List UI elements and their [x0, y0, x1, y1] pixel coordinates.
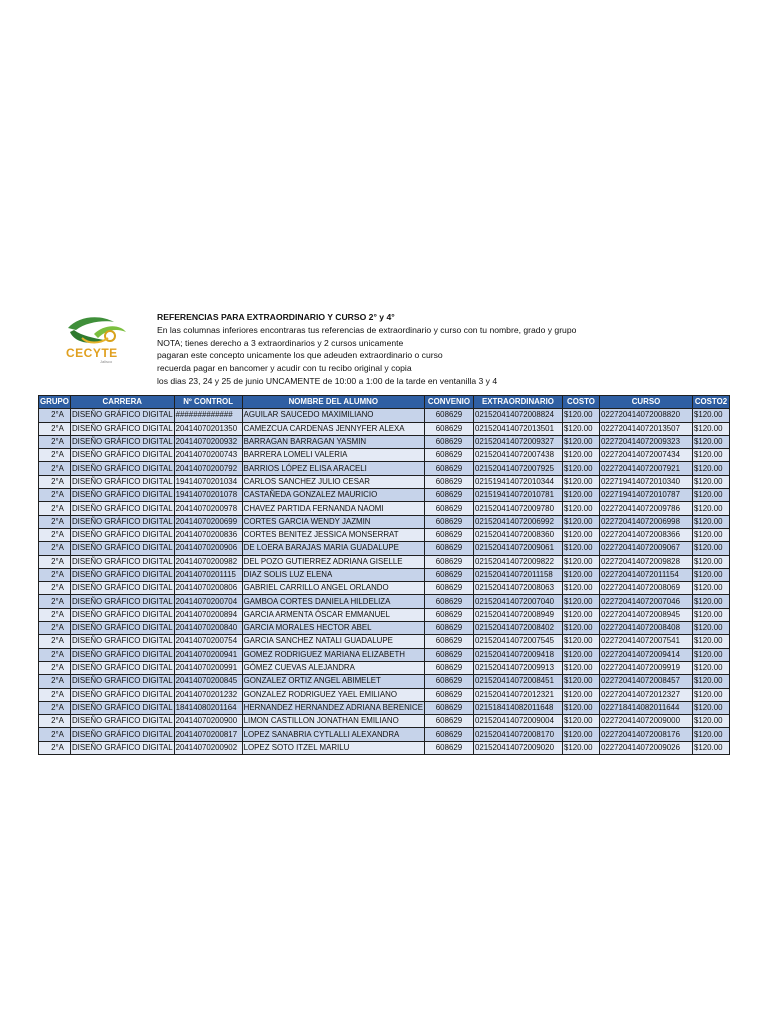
column-header-carrera[interactable]: CARRERA [70, 396, 174, 409]
costo2-cell[interactable]: $120.00 [692, 515, 729, 528]
grupo-cell[interactable]: 2°A [39, 715, 71, 728]
costo-cell[interactable]: $120.00 [562, 688, 599, 701]
grupo-cell[interactable]: 2°A [39, 555, 71, 568]
extraordinario-cell[interactable]: 021520414072009822 [473, 555, 562, 568]
costo-cell[interactable]: $120.00 [562, 462, 599, 475]
costo-cell[interactable]: $120.00 [562, 675, 599, 688]
grupo-cell[interactable]: 2°A [39, 489, 71, 502]
grupo-cell[interactable]: 2°A [39, 635, 71, 648]
carrera-cell[interactable]: DISEÑO GRÁFICO DIGITAL [70, 741, 174, 754]
convenio-cell[interactable]: 608629 [424, 409, 473, 422]
curso-cell[interactable]: 022720414072006998 [599, 515, 692, 528]
control-cell[interactable]: 20414070200894 [174, 608, 242, 621]
carrera-cell[interactable]: DISEÑO GRÁFICO DIGITAL [70, 661, 174, 674]
control-cell[interactable]: 20414070201232 [174, 688, 242, 701]
table-row[interactable] [39, 715, 730, 728]
costo-cell[interactable]: $120.00 [562, 715, 599, 728]
extraordinario-cell[interactable]: 021520414072008360 [473, 528, 562, 541]
grupo-cell[interactable]: 2°A [39, 728, 71, 741]
convenio-cell[interactable]: 608629 [424, 622, 473, 635]
convenio-cell[interactable]: 608629 [424, 741, 473, 754]
carrera-cell[interactable]: DISEÑO GRÁFICO DIGITAL [70, 688, 174, 701]
nombre-cell[interactable]: CASTAÑEDA GONZALEZ MAURICIO [242, 489, 424, 502]
nombre-cell[interactable]: LOPEZ SOTO ITZEL MARILU [242, 741, 424, 754]
control-cell[interactable]: 20414070200817 [174, 728, 242, 741]
curso-cell[interactable]: 022718414082011644 [599, 701, 692, 714]
table-row[interactable] [39, 542, 730, 555]
costo2-cell[interactable]: $120.00 [692, 502, 729, 515]
carrera-cell[interactable]: DISEÑO GRÁFICO DIGITAL [70, 528, 174, 541]
convenio-cell[interactable]: 608629 [424, 528, 473, 541]
nombre-cell[interactable]: GABRIEL CARRILLO ANGEL ORLANDO [242, 582, 424, 595]
curso-cell[interactable]: 022720414072007921 [599, 462, 692, 475]
costo-cell[interactable]: $120.00 [562, 661, 599, 674]
extraordinario-cell[interactable]: 021520414072008063 [473, 582, 562, 595]
costo2-cell[interactable]: $120.00 [692, 608, 729, 621]
instructions-block [157, 311, 757, 388]
extraordinario-cell[interactable]: 021520414072011158 [473, 568, 562, 581]
grupo-cell[interactable]: 2°A [39, 462, 71, 475]
extraordinario-cell[interactable]: 02152041407200882​4 [473, 409, 562, 422]
instructions-line: En las columnas inferiores encontraras tus referencias de extraordinario y curso con tu nombre, grado y grupo [157, 324, 577, 335]
grupo-cell[interactable]: 2°A [39, 701, 71, 714]
grupo-cell[interactable]: 2°A [39, 595, 71, 608]
curso-cell[interactable]: 022720414072009786 [599, 502, 692, 515]
curso-cell[interactable]: 022720414072009919 [599, 661, 692, 674]
curso-cell[interactable]: 022720414072008069 [599, 582, 692, 595]
curso-cell[interactable]: 022720414072009026 [599, 741, 692, 754]
costo2-cell[interactable]: $120.00 [692, 475, 729, 488]
instructions-title: REFERENCIAS PARA EXTRAORDINARIO Y CURSO 2° y 4° [157, 312, 395, 322]
extraordinario-cell[interactable]: 021520414072009913 [473, 661, 562, 674]
carrera-cell[interactable]: DISEÑO GRÁFICO DIGITAL [70, 675, 174, 688]
costo2-cell[interactable]: $120.00 [692, 622, 729, 635]
grupo-cell[interactable]: 2°A [39, 409, 71, 422]
convenio-cell[interactable]: 608629 [424, 635, 473, 648]
grupo-cell[interactable]: 2°A [39, 502, 71, 515]
nombre-cell[interactable]: GONZALEZ RODRIGUEZ YAEL EMILIANO [242, 688, 424, 701]
costo-cell[interactable]: $120.00 [562, 635, 599, 648]
curso-cell[interactable]: 022719414072010340 [599, 475, 692, 488]
costo-cell[interactable]: $120.00 [562, 489, 599, 502]
extraordinario-cell[interactable]: 021520414072007545 [473, 635, 562, 648]
table-row[interactable] [39, 741, 730, 754]
column-header-control[interactable]: Nº CONTROL [174, 396, 242, 409]
nombre-cell[interactable]: GAMBOA CORTES DANIELA HILDELIZA [242, 595, 424, 608]
instructions-line: pagaran este concepto unicamente los que adeuden extraordinario o curso [157, 350, 443, 361]
nombre-cell[interactable]: DE LOERA BARAJAS MARIA GUADALUPE [242, 542, 424, 555]
costo-cell[interactable]: $120.00 [562, 542, 599, 555]
costo2-cell[interactable]: $120.00 [692, 741, 729, 754]
table-row[interactable] [39, 462, 730, 475]
column-header-curso[interactable]: CURSO [599, 396, 692, 409]
convenio-cell[interactable]: 608629 [424, 422, 473, 435]
costo-cell[interactable]: $120.00 [562, 422, 599, 435]
grupo-cell[interactable]: 2°A [39, 608, 71, 621]
convenio-cell[interactable]: 608629 [424, 555, 473, 568]
extraordinario-cell[interactable]: 021520414072012321 [473, 688, 562, 701]
convenio-cell[interactable]: 608629 [424, 435, 473, 448]
carrera-cell[interactable]: DISEÑO GRÁFICO DIGITAL [70, 502, 174, 515]
extraordinario-cell[interactable]: 021520414072008402 [473, 622, 562, 635]
control-cell[interactable]: 20414070200932 [174, 435, 242, 448]
costo-cell[interactable]: $120.00 [562, 449, 599, 462]
curso-cell[interactable]: 022720414072007434 [599, 449, 692, 462]
extraordinario-cell[interactable]: 021520414072007040 [473, 595, 562, 608]
table-row[interactable] [39, 608, 730, 621]
table-row[interactable] [39, 595, 730, 608]
carrera-cell[interactable]: DISEÑO GRÁFICO DIGITAL [70, 449, 174, 462]
costo2-cell[interactable]: $120.00 [692, 582, 729, 595]
control-cell[interactable]: 20414070200845 [174, 675, 242, 688]
carrera-cell[interactable]: DISEÑO GRÁFICO DIGITAL [70, 648, 174, 661]
grupo-cell[interactable]: 2°A [39, 675, 71, 688]
curso-cell[interactable]: 022720414072008366 [599, 528, 692, 541]
instructions-line: NOTA; tienes derecho a 3 extraordinarios y 2 cursos unicamente [157, 337, 404, 348]
table-row[interactable] [39, 422, 730, 435]
convenio-cell[interactable]: 608629 [424, 462, 473, 475]
extraordinario-cell[interactable]: 021520414072008451 [473, 675, 562, 688]
carrera-cell[interactable]: DISEÑO GRÁFICO DIGITAL [70, 542, 174, 555]
control-cell[interactable]: 19414070201078 [174, 489, 242, 502]
grupo-cell[interactable]: 2°A [39, 648, 71, 661]
logo-text: CECYTE [66, 346, 118, 360]
extraordinario-cell[interactable]: 021520414072013501 [473, 422, 562, 435]
curso-cell[interactable]: 022720414072012327 [599, 688, 692, 701]
costo2-cell[interactable]: $120.00 [692, 568, 729, 581]
carrera-cell[interactable]: DISEÑO GRÁFICO DIGITAL [70, 715, 174, 728]
carrera-cell[interactable]: DISEÑO GRÁFICO DIGITAL [70, 622, 174, 635]
extraordinario-cell[interactable]: 021520414072008949 [473, 608, 562, 621]
table-header-row [39, 396, 730, 409]
carrera-cell[interactable]: DISEÑO GRÁFICO DIGITAL [70, 435, 174, 448]
table-row[interactable] [39, 409, 730, 422]
column-header-costo[interactable]: COSTO [562, 396, 599, 409]
costo-cell[interactable]: $120.00 [562, 475, 599, 488]
instructions-line: los dias 23, 24 y 25 de junio UNCAMENTE de 10:00 a 1:00 de la tarde en ventanilla 3 y 4 [157, 375, 498, 386]
extraordinario-cell[interactable]: 021519414072010781 [473, 489, 562, 502]
convenio-cell[interactable]: 608629 [424, 675, 473, 688]
extraordinario-cell[interactable]: 021519414072010344 [473, 475, 562, 488]
costo-cell[interactable]: $120.00 [562, 555, 599, 568]
grupo-cell[interactable]: 2°A [39, 449, 71, 462]
control-cell[interactable]: 20414070201115 [174, 568, 242, 581]
curso-cell[interactable]: 022720414072008408 [599, 622, 692, 635]
control-cell[interactable]: 20414070200906 [174, 542, 242, 555]
nombre-cell[interactable]: DIAZ SOLIS LUZ ELENA [242, 568, 424, 581]
costo2-cell[interactable]: $120.00 [692, 661, 729, 674]
costo2-cell[interactable]: $120.00 [692, 528, 729, 541]
table-row[interactable] [39, 635, 730, 648]
instructions-line: recuerda pagar en bancomer y acudir con tu recibo original y copia [157, 363, 412, 374]
convenio-cell[interactable]: 608629 [424, 595, 473, 608]
grupo-cell[interactable]: 2°A [39, 661, 71, 674]
curso-cell[interactable]: 022720414072007541 [599, 635, 692, 648]
extraordinario-cell[interactable]: 021520414072009780 [473, 502, 562, 515]
carrera-cell[interactable]: DISEÑO GRÁFICO DIGITAL [70, 489, 174, 502]
control-cell[interactable]: ############# [174, 409, 242, 422]
nombre-cell[interactable]: GARCIA MORALES HECTOR ABEL [242, 622, 424, 635]
column-header-nombre[interactable]: NOMBRE DEL ALUMNO [242, 396, 424, 409]
nombre-cell[interactable]: GARCIA ARMENTA ÓSCAR EMMANUEL [242, 608, 424, 621]
costo2-cell[interactable]: $120.00 [692, 555, 729, 568]
control-cell[interactable]: 20414070200836 [174, 528, 242, 541]
table-row[interactable] [39, 475, 730, 488]
extraordinario-cell[interactable]: 021520414072009061 [473, 542, 562, 555]
extraordinario-cell[interactable]: 021518414082011648 [473, 701, 562, 714]
costo-cell[interactable]: $120.00 [562, 568, 599, 581]
carrera-cell[interactable]: DISEÑO GRÁFICO DIGITAL [70, 635, 174, 648]
carrera-cell[interactable]: DISEÑO GRÁFICO DIGITAL [70, 475, 174, 488]
nombre-cell[interactable]: DEL POZO GUTIERREZ ADRIANA GISELLE [242, 555, 424, 568]
convenio-cell[interactable]: 608629 [424, 515, 473, 528]
table-row[interactable] [39, 449, 730, 462]
costo-cell[interactable]: $120.00 [562, 515, 599, 528]
nombre-cell[interactable]: BARRAGAN BARRAGAN YASMIN [242, 435, 424, 448]
costo2-cell[interactable]: $120.00 [692, 688, 729, 701]
nombre-cell[interactable]: CHAVEZ PARTIDA FERNANDA NAOMI [242, 502, 424, 515]
carrera-cell[interactable]: DISEÑO GRÁFICO DIGITAL [70, 608, 174, 621]
costo-cell[interactable]: $120.00 [562, 622, 599, 635]
table-row[interactable] [39, 622, 730, 635]
table-row[interactable] [39, 515, 730, 528]
costo-cell[interactable]: $120.00 [562, 701, 599, 714]
costo2-cell[interactable]: $120.00 [692, 449, 729, 462]
carrera-cell[interactable]: DISEÑO GRÁFICO DIGITAL [70, 582, 174, 595]
nombre-cell[interactable]: GOMEZ RODRIGUEZ MARIANA ELIZABETH [242, 648, 424, 661]
grupo-cell[interactable]: 2°A [39, 475, 71, 488]
grupo-cell[interactable]: 2°A [39, 528, 71, 541]
carrera-cell[interactable]: DISEÑO GRÁFICO DIGITAL [70, 555, 174, 568]
carrera-cell[interactable]: DISEÑO GRÁFICO DIGITAL [70, 409, 174, 422]
grupo-cell[interactable]: 2°A [39, 435, 71, 448]
nombre-cell[interactable]: AGUILAR SAUCEDO MAXIMILIANO [242, 409, 424, 422]
convenio-cell[interactable]: 608629 [424, 568, 473, 581]
extraordinario-cell[interactable]: 021520414072009327 [473, 435, 562, 448]
control-cell[interactable]: 19414070201034 [174, 475, 242, 488]
control-cell[interactable]: 20414070200840 [174, 622, 242, 635]
grupo-cell[interactable]: 2°A [39, 422, 71, 435]
control-cell[interactable]: 20414070200900 [174, 715, 242, 728]
column-header-costo2[interactable]: COSTO2 [692, 396, 729, 409]
costo2-cell[interactable]: $120.00 [692, 489, 729, 502]
table-row[interactable] [39, 528, 730, 541]
convenio-cell[interactable]: 608629 [424, 542, 473, 555]
carrera-cell[interactable]: DISEÑO GRÁFICO DIGITAL [70, 422, 174, 435]
nombre-cell[interactable]: CORTES GARCIA WENDY JAZMIN [242, 515, 424, 528]
costo2-cell[interactable]: $120.00 [692, 648, 729, 661]
extraordinario-cell[interactable]: 021520414072009418 [473, 648, 562, 661]
control-cell[interactable]: 20414070200704 [174, 595, 242, 608]
extraordinario-cell[interactable]: 021520414072007925 [473, 462, 562, 475]
table-row[interactable] [39, 688, 730, 701]
extraordinario-cell[interactable]: 021520414072008170 [473, 728, 562, 741]
column-header-extraordinario[interactable]: EXTRAORDINARIO [473, 396, 562, 409]
control-cell[interactable]: 20414070200978 [174, 502, 242, 515]
convenio-cell[interactable]: 608629 [424, 728, 473, 741]
table-row[interactable] [39, 568, 730, 581]
grupo-cell[interactable]: 2°A [39, 622, 71, 635]
nombre-cell[interactable]: BARRIOS LÓPEZ ELISA ARACELI [242, 462, 424, 475]
curso-cell[interactable]: 022720414072009000 [599, 715, 692, 728]
carrera-cell[interactable]: DISEÑO GRÁFICO DIGITAL [70, 515, 174, 528]
curso-cell[interactable]: 022720414072008820 [599, 409, 692, 422]
nombre-cell[interactable]: LIMON CASTILLON JONATHAN EMILIANO [242, 715, 424, 728]
costo-cell[interactable]: $120.00 [562, 741, 599, 754]
convenio-cell[interactable]: 608629 [424, 715, 473, 728]
nombre-cell[interactable]: CAMEZCUA CARDENAS JENNYFER ALEXA [242, 422, 424, 435]
costo2-cell[interactable]: $120.00 [692, 715, 729, 728]
costo-cell[interactable]: $120.00 [562, 648, 599, 661]
extraordinario-cell[interactable]: 021520414072009020 [473, 741, 562, 754]
curso-cell[interactable]: 022720414072009828 [599, 555, 692, 568]
carrera-cell[interactable]: DISEÑO GRÁFICO DIGITAL [70, 595, 174, 608]
costo-cell[interactable]: $120.00 [562, 608, 599, 621]
curso-cell[interactable]: 022720414072009067 [599, 542, 692, 555]
costo2-cell[interactable]: $120.00 [692, 675, 729, 688]
convenio-cell[interactable]: 608629 [424, 502, 473, 515]
curso-cell[interactable]: 022720414072009323 [599, 435, 692, 448]
costo2-cell[interactable]: $120.00 [692, 409, 729, 422]
references-table [38, 395, 730, 755]
control-cell[interactable]: 20414070200754 [174, 635, 242, 648]
table-row[interactable] [39, 555, 730, 568]
column-header-grupo[interactable]: GRUPO [39, 396, 71, 409]
costo2-cell[interactable]: $120.00 [692, 422, 729, 435]
costo-cell[interactable]: $120.00 [562, 595, 599, 608]
control-cell[interactable]: 20414070200982 [174, 555, 242, 568]
extraordinario-cell[interactable]: 021520414072007438 [473, 449, 562, 462]
grupo-cell[interactable]: 2°A [39, 515, 71, 528]
costo-cell[interactable]: $120.00 [562, 435, 599, 448]
curso-cell[interactable]: 022720414072013507 [599, 422, 692, 435]
table-row[interactable] [39, 728, 730, 741]
costo-cell[interactable]: $120.00 [562, 582, 599, 595]
grupo-cell[interactable]: 2°A [39, 741, 71, 754]
curso-cell[interactable]: 022720414072007046 [599, 595, 692, 608]
cecyte-logo [64, 314, 130, 364]
nombre-cell[interactable]: GONZALEZ ORTIZ ANGEL ABIMELET [242, 675, 424, 688]
convenio-cell[interactable]: 608629 [424, 449, 473, 462]
control-cell[interactable]: 20414070200792 [174, 462, 242, 475]
curso-cell[interactable]: 022720414072008176 [599, 728, 692, 741]
curso-cell[interactable]: 022720414072008945 [599, 608, 692, 621]
carrera-cell[interactable]: DISEÑO GRÁFICO DIGITAL [70, 701, 174, 714]
grupo-cell[interactable]: 2°A [39, 688, 71, 701]
grupo-cell[interactable]: 2°A [39, 582, 71, 595]
costo2-cell[interactable]: $120.00 [692, 728, 729, 741]
costo-cell[interactable]: $120.00 [562, 728, 599, 741]
control-cell[interactable]: 20414070200902 [174, 741, 242, 754]
curso-cell[interactable]: 022719414072010787 [599, 489, 692, 502]
table-row[interactable] [39, 582, 730, 595]
costo-cell[interactable]: $120.00 [562, 502, 599, 515]
costo2-cell[interactable]: $120.00 [692, 542, 729, 555]
convenio-cell[interactable]: 608629 [424, 701, 473, 714]
extraordinario-cell[interactable]: 021520414072006992 [473, 515, 562, 528]
carrera-cell[interactable]: DISEÑO GRÁFICO DIGITAL [70, 568, 174, 581]
control-cell[interactable]: 20414070201350 [174, 422, 242, 435]
costo2-cell[interactable]: $120.00 [692, 635, 729, 648]
table-row[interactable] [39, 435, 730, 448]
nombre-cell[interactable]: GÓMEZ CUEVAS ALEJANDRA [242, 661, 424, 674]
extraordinario-cell[interactable]: 021520414072009004 [473, 715, 562, 728]
logo-subtext: Jalisco [100, 359, 113, 364]
carrera-cell[interactable]: DISEÑO GRÁFICO DIGITAL [70, 462, 174, 475]
control-cell[interactable]: 20414070200991 [174, 661, 242, 674]
costo-cell[interactable]: $120.00 [562, 409, 599, 422]
column-header-convenio[interactable]: CONVENIO [424, 396, 473, 409]
table-row[interactable] [39, 648, 730, 661]
table-row[interactable] [39, 489, 730, 502]
control-cell[interactable]: 20414070200941 [174, 648, 242, 661]
grupo-cell[interactable]: 2°A [39, 542, 71, 555]
curso-cell[interactable]: 022720414072011154 [599, 568, 692, 581]
costo2-cell[interactable]: $120.00 [692, 462, 729, 475]
costo2-cell[interactable]: $120.00 [692, 595, 729, 608]
convenio-cell[interactable]: 608629 [424, 661, 473, 674]
convenio-cell[interactable]: 608629 [424, 688, 473, 701]
costo2-cell[interactable]: $120.00 [692, 701, 729, 714]
table-row[interactable] [39, 701, 730, 714]
convenio-cell[interactable]: 608629 [424, 475, 473, 488]
convenio-cell[interactable]: 608629 [424, 648, 473, 661]
table-row[interactable] [39, 502, 730, 515]
control-cell[interactable]: 20414070200743 [174, 449, 242, 462]
nombre-cell[interactable]: CARLOS SANCHEZ JULIO CESAR [242, 475, 424, 488]
costo-cell[interactable]: $120.00 [562, 528, 599, 541]
convenio-cell[interactable]: 608629 [424, 489, 473, 502]
nombre-cell[interactable]: BARRERA LOMELI VALERIA [242, 449, 424, 462]
carrera-cell[interactable]: DISEÑO GRÁFICO DIGITAL [70, 728, 174, 741]
table-body [39, 409, 730, 755]
table-row[interactable] [39, 675, 730, 688]
costo2-cell[interactable]: $120.00 [692, 435, 729, 448]
nombre-cell[interactable]: HERNANDEZ HERNANDEZ ADRIANA BERENICE [242, 701, 424, 714]
control-cell[interactable]: 20414070200806 [174, 582, 242, 595]
control-cell[interactable]: 18414080201164 [174, 701, 242, 714]
nombre-cell[interactable]: LOPEZ SANABRIA CYTLALLI ALEXANDRA [242, 728, 424, 741]
curso-cell[interactable]: 022720414072008457 [599, 675, 692, 688]
convenio-cell[interactable]: 608629 [424, 582, 473, 595]
nombre-cell[interactable]: CORTES BENITEZ JESSICA MONSERRAT [242, 528, 424, 541]
convenio-cell[interactable]: 608629 [424, 608, 473, 621]
curso-cell[interactable]: 022720414072009414 [599, 648, 692, 661]
grupo-cell[interactable]: 2°A [39, 568, 71, 581]
table-row[interactable] [39, 661, 730, 674]
nombre-cell[interactable]: GARCIA SANCHEZ NATALI GUADALUPE [242, 635, 424, 648]
control-cell[interactable]: 20414070200699 [174, 515, 242, 528]
